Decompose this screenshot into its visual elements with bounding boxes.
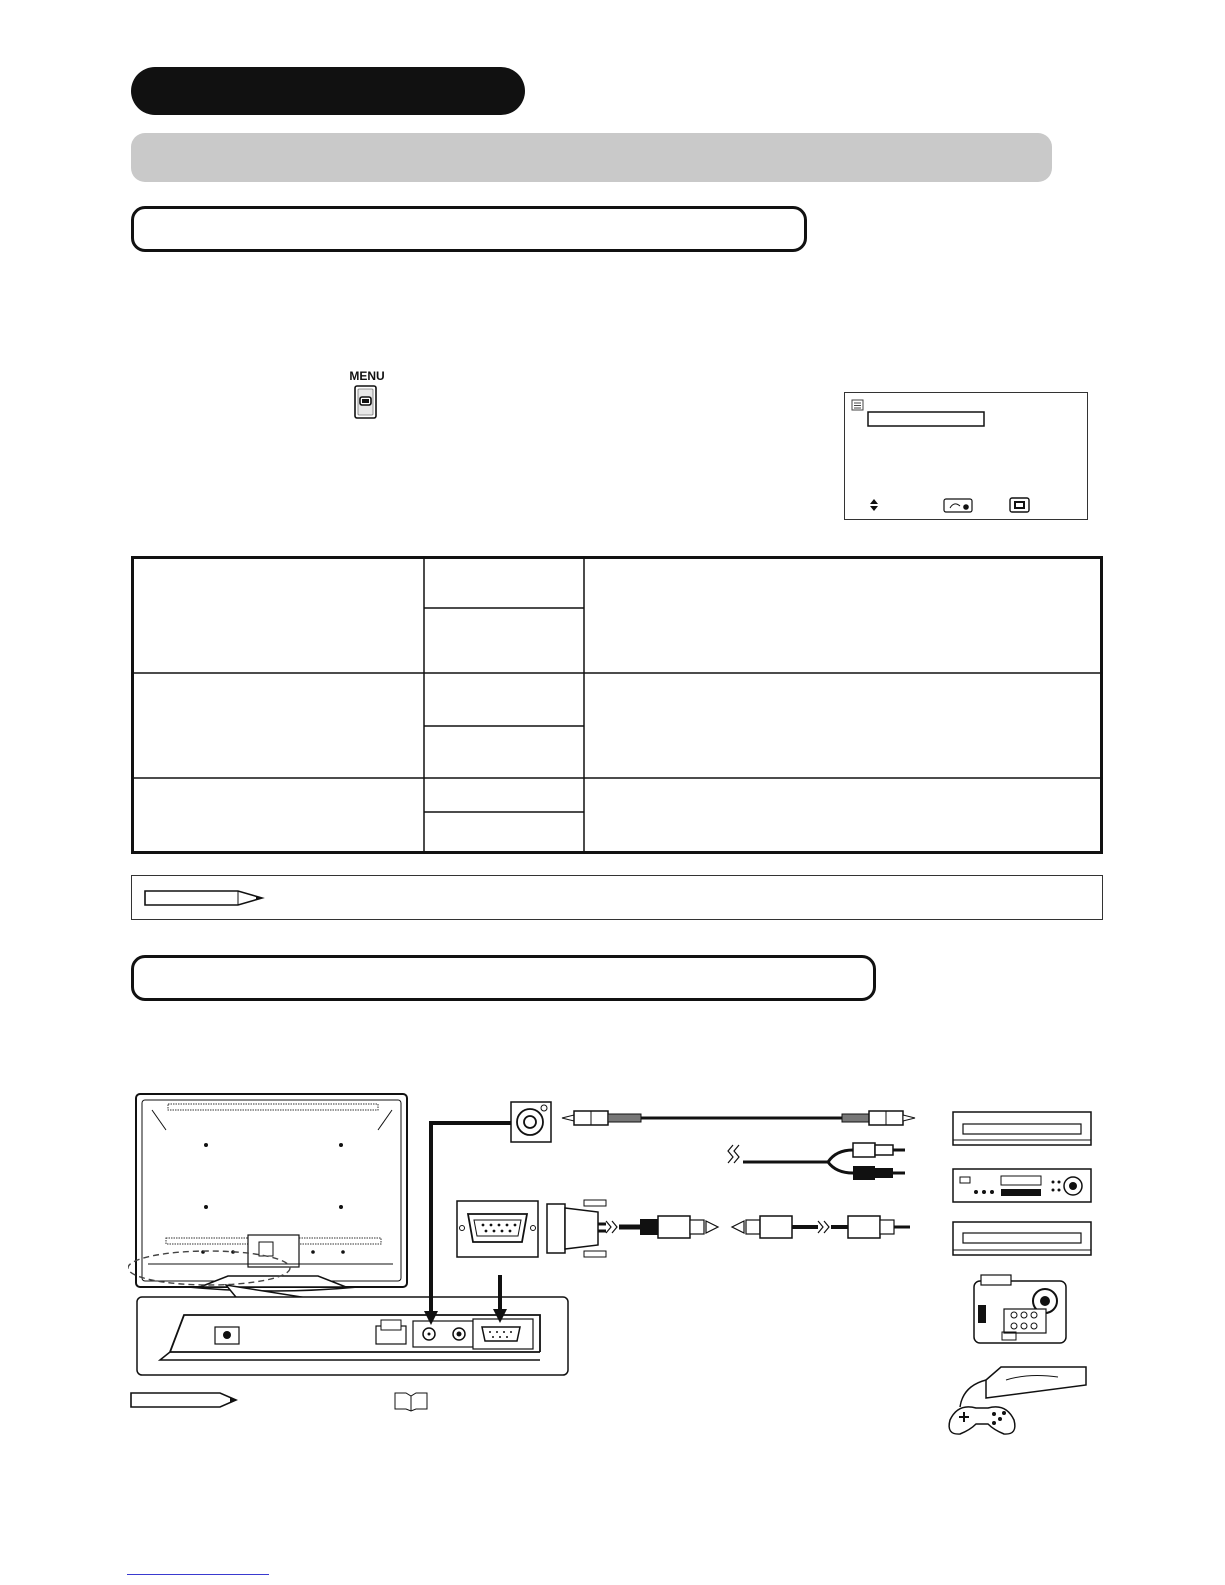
vga-port-closeup: [457, 1201, 538, 1257]
rca-audio-cable: [728, 1143, 905, 1180]
camcorder-device: [974, 1275, 1066, 1343]
menu-button-label: MENU: [349, 369, 385, 383]
vcr-device: [953, 1222, 1091, 1255]
note-pencil-icon: [144, 888, 274, 908]
terminal-panel-closeup: [137, 1297, 568, 1375]
up-down-arrow-icon: [870, 499, 878, 511]
note-box: [131, 875, 1103, 920]
page-reference-icon: [395, 1393, 427, 1411]
dvd-player-device: [953, 1112, 1091, 1145]
osd-screen-illustration: [844, 392, 1088, 520]
menu-button-icon: [345, 383, 389, 423]
vga-to-rca-adapter-cable: [547, 1200, 910, 1257]
page-footer-rule: [127, 1574, 269, 1575]
menu-button-figure: [345, 369, 389, 425]
audio-receiver-device: [953, 1169, 1091, 1202]
tv-rear-view: [136, 1094, 407, 1291]
vga-terminal: [482, 1327, 520, 1341]
subsection-header: [131, 955, 876, 1001]
menu-list-icon: [852, 400, 863, 410]
section-banner: [131, 133, 1052, 182]
note-pencil-icon: [131, 1393, 236, 1407]
audio-jack-closeup: [511, 1102, 551, 1142]
osd-selection-box: [868, 412, 984, 426]
return-button-icon: [944, 499, 972, 512]
menu-button-icon: [1010, 498, 1029, 512]
stereo-mini-cable: [562, 1111, 915, 1125]
chapter-banner: [131, 67, 525, 115]
game-console-device: [949, 1367, 1086, 1434]
subsection-header: [131, 206, 807, 252]
connection-diagram: [128, 1090, 1113, 1462]
settings-table: [131, 556, 1103, 854]
